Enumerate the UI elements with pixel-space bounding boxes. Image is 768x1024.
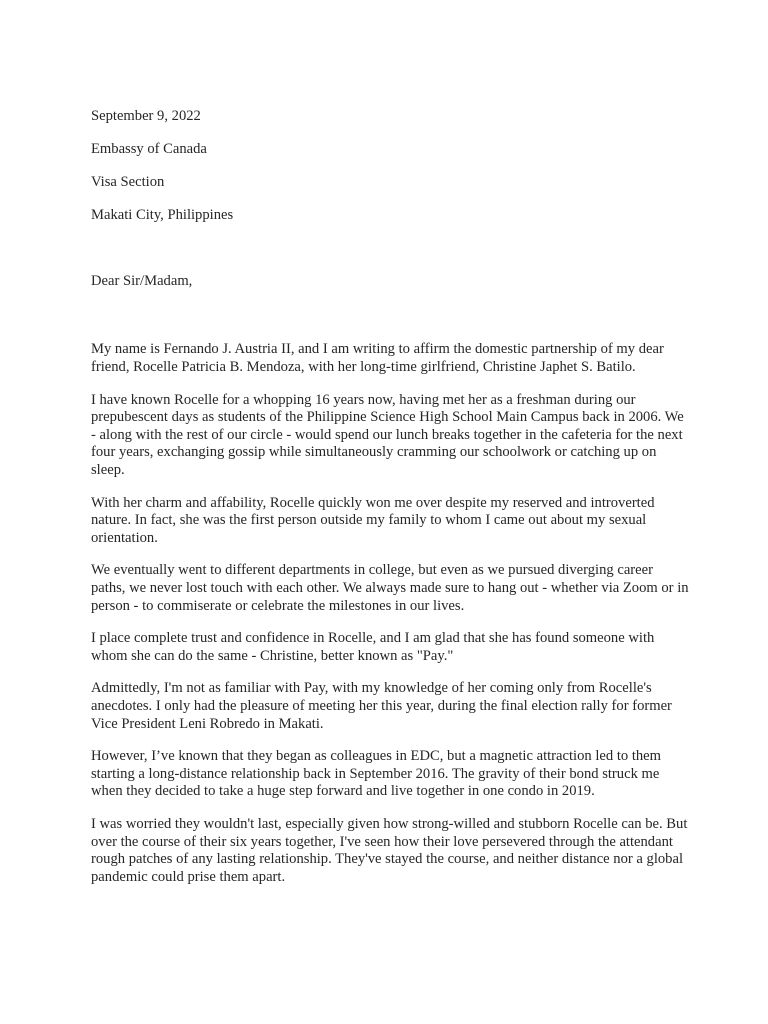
paragraph-friendship: With her charm and affability, Rocelle quickly won me over despite my reserved and introverted nature. In fact, she was the first person outside my family to whom I came out about my sexual orientation. xyxy=(91,494,655,546)
paragraph-introduction: My name is Fernando J. Austria II, and I am writing to affirm the domestic partnership of my dear friend, Rocelle Patricia B. Mendoza, with her long-time girlfriend, Christine Japhet S. Batilo. xyxy=(91,341,664,376)
paragraph-perseverance: I was worried they wouldn't last, especially given how strong-willed and stubborn Rocelle can be. But over the course of their six years together, I've seen how their love persevered through the attendant rough patches of any lasting relationship. They've stayed the course, and neither distance nor a global pandemic could prise them apart. xyxy=(91,815,688,885)
recipient-section: Visa Section xyxy=(91,174,165,191)
recipient-location: Makati City, Philippines xyxy=(91,207,234,224)
recipient-name: Embassy of Canada xyxy=(91,141,207,158)
paragraph-college: We eventually went to different departments in college, but even as we pursued diverging career paths, we never lost touch with each other. We always made sure to hang out - whether via Zoom or in person - to commiserate or celebrate the milestones in our lives. xyxy=(91,562,689,614)
salutation: Dear Sir/Madam, xyxy=(91,272,193,289)
paragraph-relationship-start: However, I’ve known that they began as colleagues in EDC, but a magnetic attraction led to them starting a long-distance relationship back in September 2016. The gravity of their bond struck me when they decided to take a huge step forward and live together in one condo in 2019. xyxy=(91,748,662,800)
paragraph-meeting-pay: Admittedly, I'm not as familiar with Pay, with my knowledge of her coming only from Rocelle's anecdotes. I only had the pleasure of meeting her this year, during the final election rally for former Vice President Leni Robredo in Makati. xyxy=(91,680,672,732)
paragraph-trust: I place complete trust and confidence in Rocelle, and I am glad that she has found someone with whom she can do the same - Christine, better known as "Pay." xyxy=(91,630,655,664)
letter-date: September 9, 2022 xyxy=(91,108,201,124)
letter-body xyxy=(91,108,691,901)
paragraph-history: I have known Rocelle for a whopping 16 years now, having met her as a freshman during our prepubescent days as students of the Philippine Science High School Main Campus back in 2006. We - along with the rest of our circle - would spend our lunch breaks together in the cafeteria for the next four years, exchanging gossip while simultaneously cramming our schoolwork or catching up on sleep. xyxy=(91,391,684,479)
